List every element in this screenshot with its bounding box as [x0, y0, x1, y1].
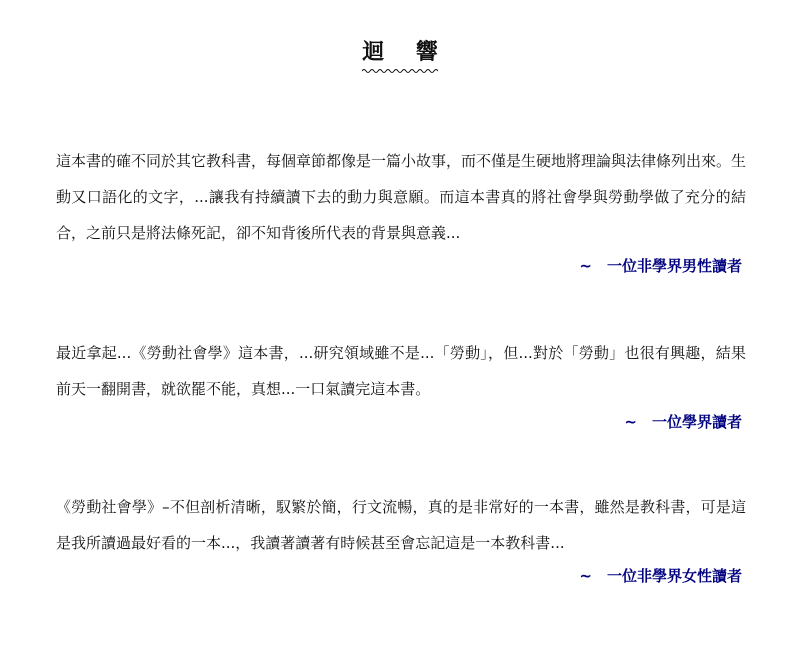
page-title: 迴 響	[362, 40, 450, 65]
review-text: 《勞動社會學》–不但剖析清晰，馭繁於簡，行文流暢，真的是非常好的一本書，雖然是教科書，可是這是我所讀過最好看的一本...，我讀著讀著有時候甚至會忘記這是一本教科書...	[56, 498, 746, 552]
review-author: ~ 一位非學界男性讀者	[579, 257, 742, 275]
review-block	[56, 489, 746, 591]
page-header	[0, 38, 800, 74]
review-text: 最近拿起...《勞動社會學》這本書，...研究領域雖不是...「勞動」，但...對於「勞動」也很有興趣，結果前天一翻開書，就欲罷不能，真想...一口氣讀完這本書。	[56, 344, 746, 398]
review-author: ~ 一位非學界女性讀者	[579, 567, 742, 585]
review-text: 這本書的確不同於其它教科書，每個章節都像是一篇小故事，而不僅是生硬地將理論與法律條列出來。生動又口語化的文字，...讓我有持續讀下去的動力與意願。而這本書真的將社會學與勞動學做了充分的結合，之前只是將法條死記，卻不知背後所代表的背景與意義...	[56, 152, 747, 242]
review-author: ~ 一位學界讀者	[624, 413, 742, 431]
wavy-underline-icon	[362, 68, 438, 74]
review-block	[56, 143, 746, 281]
review-block	[56, 335, 746, 437]
